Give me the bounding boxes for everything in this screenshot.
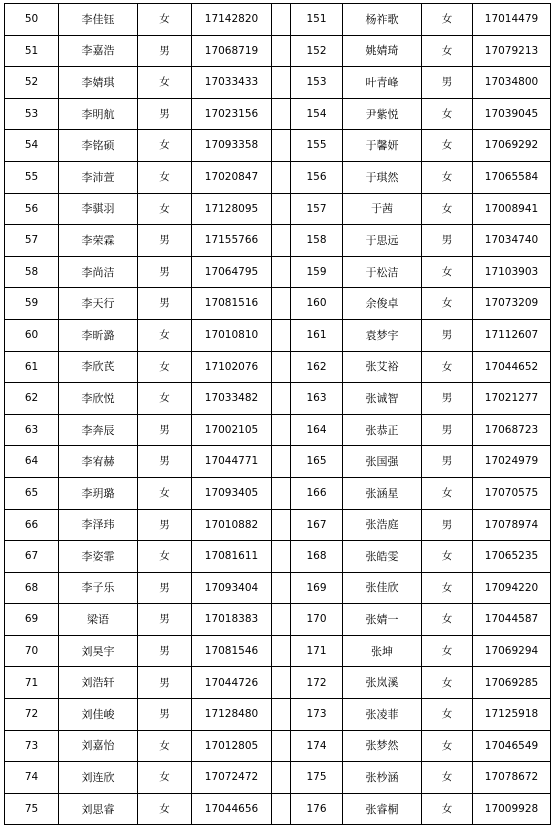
- right-student-id: 17024979: [473, 446, 551, 478]
- left-student-gender: 女: [138, 730, 192, 762]
- left-student-id: 17018383: [192, 604, 272, 636]
- left-student-gender: 男: [138, 699, 192, 731]
- right-student-name: 张睿桐: [343, 793, 422, 825]
- blank-cell: [272, 604, 291, 636]
- table-row: [5, 509, 551, 541]
- right-row-number: 169: [291, 572, 343, 604]
- left-student-name: 李铭硕: [59, 130, 138, 162]
- blank-cell: [272, 635, 291, 667]
- left-student-name: 刘浩轩: [59, 667, 138, 699]
- left-row-number: 68: [5, 572, 59, 604]
- left-row-number: 51: [5, 35, 59, 67]
- blank-cell: [272, 4, 291, 36]
- right-student-name: 张皓雯: [343, 541, 422, 573]
- blank-cell: [272, 193, 291, 225]
- right-student-name: 张国强: [343, 446, 422, 478]
- left-row-number: 58: [5, 256, 59, 288]
- right-row-number: 160: [291, 288, 343, 320]
- left-student-name: 李姿霏: [59, 541, 138, 573]
- right-student-name: 袁梦宇: [343, 319, 422, 351]
- table-row: [5, 35, 551, 67]
- right-student-gender: 女: [422, 193, 473, 225]
- right-student-gender: 女: [422, 572, 473, 604]
- right-student-id: 17112607: [473, 319, 551, 351]
- left-student-id: 17072472: [192, 762, 272, 794]
- right-student-gender: 男: [422, 383, 473, 415]
- left-row-number: 62: [5, 383, 59, 415]
- right-student-gender: 女: [422, 130, 473, 162]
- right-student-gender: 女: [422, 541, 473, 573]
- blank-cell: [272, 446, 291, 478]
- left-row-number: 52: [5, 67, 59, 99]
- blank-cell: [272, 414, 291, 446]
- roster-body: [5, 4, 551, 825]
- right-student-id: 17034740: [473, 225, 551, 257]
- left-student-gender: 男: [138, 98, 192, 130]
- left-student-gender: 女: [138, 541, 192, 573]
- blank-cell: [272, 288, 291, 320]
- left-row-number: 71: [5, 667, 59, 699]
- right-student-name: 张凌菲: [343, 699, 422, 731]
- left-row-number: 65: [5, 477, 59, 509]
- left-student-gender: 女: [138, 4, 192, 36]
- right-row-number: 156: [291, 161, 343, 193]
- left-student-name: 李奔辰: [59, 414, 138, 446]
- table-row: [5, 4, 551, 36]
- right-row-number: 174: [291, 730, 343, 762]
- left-row-number: 69: [5, 604, 59, 636]
- right-row-number: 173: [291, 699, 343, 731]
- right-row-number: 166: [291, 477, 343, 509]
- blank-cell: [272, 572, 291, 604]
- right-student-gender: 女: [422, 635, 473, 667]
- right-row-number: 151: [291, 4, 343, 36]
- right-student-id: 17103903: [473, 256, 551, 288]
- left-student-id: 17155766: [192, 225, 272, 257]
- left-student-id: 17020847: [192, 161, 272, 193]
- blank-cell: [272, 699, 291, 731]
- table-row: [5, 541, 551, 573]
- right-student-gender: 女: [422, 762, 473, 794]
- left-row-number: 60: [5, 319, 59, 351]
- left-student-id: 17102076: [192, 351, 272, 383]
- right-student-name: 于思远: [343, 225, 422, 257]
- right-student-id: 17039045: [473, 98, 551, 130]
- right-student-id: 17078672: [473, 762, 551, 794]
- right-student-gender: 女: [422, 477, 473, 509]
- blank-cell: [272, 98, 291, 130]
- left-student-id: 17128480: [192, 699, 272, 731]
- blank-cell: [272, 256, 291, 288]
- left-student-gender: 女: [138, 383, 192, 415]
- right-row-number: 168: [291, 541, 343, 573]
- left-row-number: 74: [5, 762, 59, 794]
- left-student-name: 李沛萱: [59, 161, 138, 193]
- table-row: [5, 98, 551, 130]
- left-student-name: 李骐羽: [59, 193, 138, 225]
- blank-cell: [272, 477, 291, 509]
- left-student-name: 李欣悦: [59, 383, 138, 415]
- left-student-id: 17010810: [192, 319, 272, 351]
- left-student-gender: 男: [138, 446, 192, 478]
- right-student-id: 17094220: [473, 572, 551, 604]
- left-row-number: 67: [5, 541, 59, 573]
- left-student-id: 17033482: [192, 383, 272, 415]
- right-student-gender: 女: [422, 730, 473, 762]
- table-row: [5, 477, 551, 509]
- left-student-name: 李昕潞: [59, 319, 138, 351]
- right-student-gender: 男: [422, 67, 473, 99]
- left-student-gender: 女: [138, 762, 192, 794]
- right-student-gender: 男: [422, 319, 473, 351]
- right-student-gender: 女: [422, 351, 473, 383]
- left-student-id: 17093404: [192, 572, 272, 604]
- right-student-id: 17014479: [473, 4, 551, 36]
- student-roster-table: [4, 3, 551, 825]
- right-row-number: 155: [291, 130, 343, 162]
- right-student-id: 17009928: [473, 793, 551, 825]
- right-row-number: 158: [291, 225, 343, 257]
- right-row-number: 167: [291, 509, 343, 541]
- left-student-name: 李欣芪: [59, 351, 138, 383]
- table-row: [5, 730, 551, 762]
- right-row-number: 171: [291, 635, 343, 667]
- left-student-id: 17012805: [192, 730, 272, 762]
- table-row: [5, 319, 551, 351]
- blank-cell: [272, 793, 291, 825]
- right-row-number: 152: [291, 35, 343, 67]
- left-student-gender: 女: [138, 193, 192, 225]
- right-student-gender: 女: [422, 793, 473, 825]
- right-student-name: 张婧一: [343, 604, 422, 636]
- right-row-number: 176: [291, 793, 343, 825]
- right-student-name: 张浩庭: [343, 509, 422, 541]
- table-row: [5, 351, 551, 383]
- right-student-name: 于馨妍: [343, 130, 422, 162]
- left-student-gender: 女: [138, 67, 192, 99]
- table-row: [5, 130, 551, 162]
- blank-cell: [272, 130, 291, 162]
- left-student-name: 刘佳峻: [59, 699, 138, 731]
- blank-cell: [272, 509, 291, 541]
- table-row: [5, 414, 551, 446]
- left-student-id: 17128095: [192, 193, 272, 225]
- left-student-id: 17064795: [192, 256, 272, 288]
- left-row-number: 55: [5, 161, 59, 193]
- left-student-name: 李子乐: [59, 572, 138, 604]
- table-row: [5, 67, 551, 99]
- left-student-name: 李泽玮: [59, 509, 138, 541]
- table-row: [5, 572, 551, 604]
- right-row-number: 175: [291, 762, 343, 794]
- table-row: [5, 383, 551, 415]
- right-student-name: 张艾裕: [343, 351, 422, 383]
- left-student-id: 17093405: [192, 477, 272, 509]
- left-student-id: 17044726: [192, 667, 272, 699]
- left-student-gender: 女: [138, 477, 192, 509]
- left-student-gender: 男: [138, 509, 192, 541]
- left-student-id: 17081611: [192, 541, 272, 573]
- left-student-gender: 男: [138, 604, 192, 636]
- blank-cell: [272, 35, 291, 67]
- left-student-id: 17023156: [192, 98, 272, 130]
- right-student-name: 张佳欣: [343, 572, 422, 604]
- table-row: [5, 225, 551, 257]
- table-row: [5, 635, 551, 667]
- blank-cell: [272, 762, 291, 794]
- blank-cell: [272, 161, 291, 193]
- left-student-id: 17044771: [192, 446, 272, 478]
- left-student-gender: 女: [138, 130, 192, 162]
- right-student-id: 17065584: [473, 161, 551, 193]
- table-row: [5, 793, 551, 825]
- blank-cell: [272, 730, 291, 762]
- right-student-name: 张梦然: [343, 730, 422, 762]
- right-student-id: 17046549: [473, 730, 551, 762]
- left-row-number: 63: [5, 414, 59, 446]
- left-student-gender: 男: [138, 572, 192, 604]
- right-student-id: 17008941: [473, 193, 551, 225]
- right-student-gender: 女: [422, 667, 473, 699]
- blank-cell: [272, 67, 291, 99]
- table-row: [5, 288, 551, 320]
- right-student-gender: 女: [422, 161, 473, 193]
- right-student-gender: 女: [422, 98, 473, 130]
- left-student-name: 李嘉浩: [59, 35, 138, 67]
- right-student-id: 17069292: [473, 130, 551, 162]
- right-row-number: 157: [291, 193, 343, 225]
- table-row: [5, 699, 551, 731]
- right-student-gender: 女: [422, 35, 473, 67]
- right-student-name: 张涵星: [343, 477, 422, 509]
- left-student-gender: 男: [138, 288, 192, 320]
- left-student-name: 梁语: [59, 604, 138, 636]
- left-row-number: 75: [5, 793, 59, 825]
- left-student-name: 刘嘉怡: [59, 730, 138, 762]
- left-student-gender: 男: [138, 414, 192, 446]
- table-row: [5, 193, 551, 225]
- right-student-name: 姚婧琦: [343, 35, 422, 67]
- left-student-name: 李宥赫: [59, 446, 138, 478]
- left-row-number: 64: [5, 446, 59, 478]
- right-student-gender: 女: [422, 604, 473, 636]
- right-student-name: 张恭正: [343, 414, 422, 446]
- left-student-id: 17068719: [192, 35, 272, 67]
- left-student-name: 刘思睿: [59, 793, 138, 825]
- left-student-name: 李玥璐: [59, 477, 138, 509]
- left-row-number: 57: [5, 225, 59, 257]
- left-student-gender: 女: [138, 161, 192, 193]
- left-student-id: 17142820: [192, 4, 272, 36]
- left-student-name: 李天行: [59, 288, 138, 320]
- right-student-name: 尹紫悦: [343, 98, 422, 130]
- left-row-number: 53: [5, 98, 59, 130]
- right-student-name: 余俊卓: [343, 288, 422, 320]
- right-row-number: 172: [291, 667, 343, 699]
- left-student-gender: 男: [138, 667, 192, 699]
- blank-cell: [272, 225, 291, 257]
- right-student-gender: 女: [422, 256, 473, 288]
- right-student-name: 张岚溪: [343, 667, 422, 699]
- left-row-number: 59: [5, 288, 59, 320]
- right-student-id: 17125918: [473, 699, 551, 731]
- right-student-name: 张杪涵: [343, 762, 422, 794]
- table-row: [5, 256, 551, 288]
- right-row-number: 153: [291, 67, 343, 99]
- table-row: [5, 604, 551, 636]
- left-student-id: 17044656: [192, 793, 272, 825]
- left-student-id: 17081546: [192, 635, 272, 667]
- right-student-gender: 女: [422, 4, 473, 36]
- right-student-id: 17068723: [473, 414, 551, 446]
- right-student-id: 17079213: [473, 35, 551, 67]
- left-student-gender: 女: [138, 319, 192, 351]
- right-student-id: 17034800: [473, 67, 551, 99]
- table-row: [5, 762, 551, 794]
- right-student-id: 17073209: [473, 288, 551, 320]
- right-student-name: 叶青峰: [343, 67, 422, 99]
- right-row-number: 162: [291, 351, 343, 383]
- left-student-gender: 男: [138, 256, 192, 288]
- right-row-number: 165: [291, 446, 343, 478]
- left-student-id: 17002105: [192, 414, 272, 446]
- right-student-name: 张诚智: [343, 383, 422, 415]
- blank-cell: [272, 383, 291, 415]
- right-student-id: 17078974: [473, 509, 551, 541]
- table-row: [5, 446, 551, 478]
- left-student-name: 李婧琪: [59, 67, 138, 99]
- blank-cell: [272, 541, 291, 573]
- left-student-id: 17010882: [192, 509, 272, 541]
- blank-cell: [272, 667, 291, 699]
- right-student-name: 于琪然: [343, 161, 422, 193]
- left-student-name: 李佳钰: [59, 4, 138, 36]
- left-row-number: 66: [5, 509, 59, 541]
- left-row-number: 70: [5, 635, 59, 667]
- left-row-number: 73: [5, 730, 59, 762]
- right-student-id: 17070575: [473, 477, 551, 509]
- table-row: [5, 161, 551, 193]
- left-student-gender: 男: [138, 635, 192, 667]
- left-row-number: 61: [5, 351, 59, 383]
- left-student-gender: 女: [138, 793, 192, 825]
- right-student-gender: 女: [422, 699, 473, 731]
- right-student-id: 17044587: [473, 604, 551, 636]
- left-student-gender: 女: [138, 351, 192, 383]
- right-student-gender: 男: [422, 446, 473, 478]
- right-student-gender: 男: [422, 509, 473, 541]
- right-student-id: 17069285: [473, 667, 551, 699]
- left-student-name: 李荣霖: [59, 225, 138, 257]
- right-row-number: 170: [291, 604, 343, 636]
- left-row-number: 54: [5, 130, 59, 162]
- left-student-name: 李尚洁: [59, 256, 138, 288]
- left-row-number: 56: [5, 193, 59, 225]
- right-student-gender: 男: [422, 225, 473, 257]
- left-student-id: 17081516: [192, 288, 272, 320]
- right-student-name: 杨祚歌: [343, 4, 422, 36]
- right-student-name: 于茜: [343, 193, 422, 225]
- right-row-number: 161: [291, 319, 343, 351]
- right-row-number: 163: [291, 383, 343, 415]
- right-row-number: 164: [291, 414, 343, 446]
- right-row-number: 159: [291, 256, 343, 288]
- blank-cell: [272, 319, 291, 351]
- blank-cell: [272, 351, 291, 383]
- right-student-id: 17069294: [473, 635, 551, 667]
- left-student-name: 李明航: [59, 98, 138, 130]
- right-student-gender: 女: [422, 288, 473, 320]
- right-student-id: 17065235: [473, 541, 551, 573]
- right-student-id: 17044652: [473, 351, 551, 383]
- left-row-number: 72: [5, 699, 59, 731]
- left-row-number: 50: [5, 4, 59, 36]
- right-row-number: 154: [291, 98, 343, 130]
- left-student-gender: 男: [138, 35, 192, 67]
- right-student-name: 张坤: [343, 635, 422, 667]
- right-student-id: 17021277: [473, 383, 551, 415]
- left-student-id: 17033433: [192, 67, 272, 99]
- left-student-gender: 男: [138, 225, 192, 257]
- right-student-name: 于松洁: [343, 256, 422, 288]
- left-student-id: 17093358: [192, 130, 272, 162]
- left-student-name: 刘连欣: [59, 762, 138, 794]
- left-student-name: 刘昊宇: [59, 635, 138, 667]
- right-student-gender: 男: [422, 414, 473, 446]
- table-row: [5, 667, 551, 699]
